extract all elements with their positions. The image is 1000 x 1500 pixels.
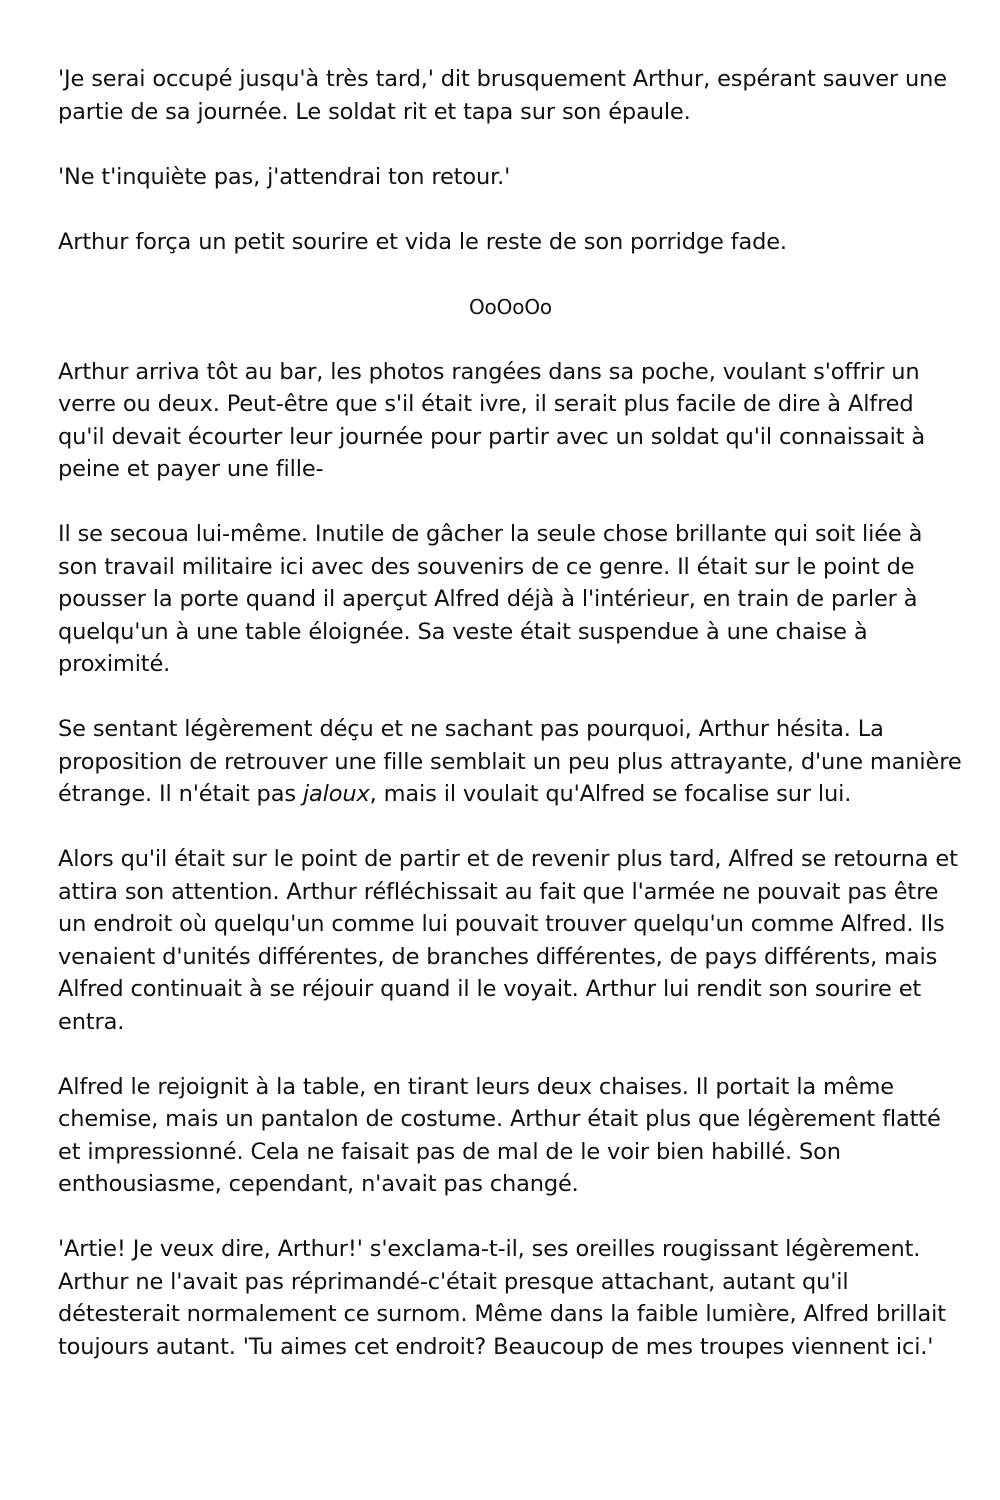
paragraph-4: Arthur arriva tôt au bar, les photos rangées dans sa poche, voulant s'offrir un verre ou deux. Peut-être que s'il était ivre, il serait plus facile de dire à Alfred qu'il devait écourter leur journée pour partir avec un soldat qu'il connaissait à peine et payer une fille-: [58, 358, 925, 482]
scene-separator: OoOoOo: [468, 294, 553, 319]
paragraph-7: Alors qu'il était sur le point de partir et de revenir plus tard, Alfred se retourna et attira son attention. Arthur réfléchissait au fait que l'armée ne pouvait pas être un endroit où quelqu'un comme lui pouvait trouver quelqu'un comme Alfred. Ils venaient d'unités différentes, de branches différentes, de pays différents, mais Alfred continuait à se réjouir quand il le voyait. Arthur lui rendit son sourire et entra.: [58, 846, 958, 1035]
paragraph-5: Il se secoua lui-même. Inutile de gâcher la seule chose brillante qui soit liée à son travail militaire ici avec des souvenirs de ce genre. Il était sur le point de pousser la porte quand il aperçut Alfred déjà à l'intérieur, en train de parler à quelqu'un à une table éloignée. Sa veste était suspendue à une chaise à proximité.: [58, 521, 923, 677]
paragraph-6-text-start: Se sentant légèrement déçu et ne sachant pas pourquoi, Arthur hésita. La proposition de retrouver une fille semblait un peu plus attrayante, d'une manière étrange. Il n'était pas: [58, 716, 962, 807]
paragraph-8: Alfred le rejoignit à la table, en tirant leurs deux chaises. Il portait la même chemise, mais un pantalon de costume. Arthur était plus que légèrement flatté et impressionné. Cela ne faisait pas de mal de le voir bien habillé. Son enthousiasme, cependant, n'avait pas changé.: [58, 1073, 941, 1197]
paragraph-6: [58, 713, 963, 811]
paragraph-2: 'Ne t'inquiète pas, j'attendrai ton retour.': [58, 163, 511, 190]
paragraph-1: 'Je serai occupé jusqu'à très tard,' dit brusquement Arthur, espérant sauver une partie de sa journée. Le soldat rit et tapa sur son épaule.: [58, 66, 947, 125]
document-page: [58, 63, 963, 1396]
paragraph-6-italic-word: jaloux: [302, 781, 370, 807]
paragraph-6-text-end: , mais il voulait qu'Alfred se focalise sur lui.: [369, 781, 852, 807]
paragraph-9: 'Artie! Je veux dire, Arthur!' s'exclama-t-il, ses oreilles rougissant légèrement. Arthur ne l'avait pas réprimandé-c'était presque attachant, autant qu'il détesterait normalement ce surnom. Même dans la faible lumière, Alfred brillait toujours autant. 'Tu aimes cet endroit? Beaucoup de mes troupes viennent ici.': [58, 1236, 946, 1360]
paragraph-3: Arthur força un petit sourire et vida le reste de son porridge fade.: [58, 228, 787, 255]
